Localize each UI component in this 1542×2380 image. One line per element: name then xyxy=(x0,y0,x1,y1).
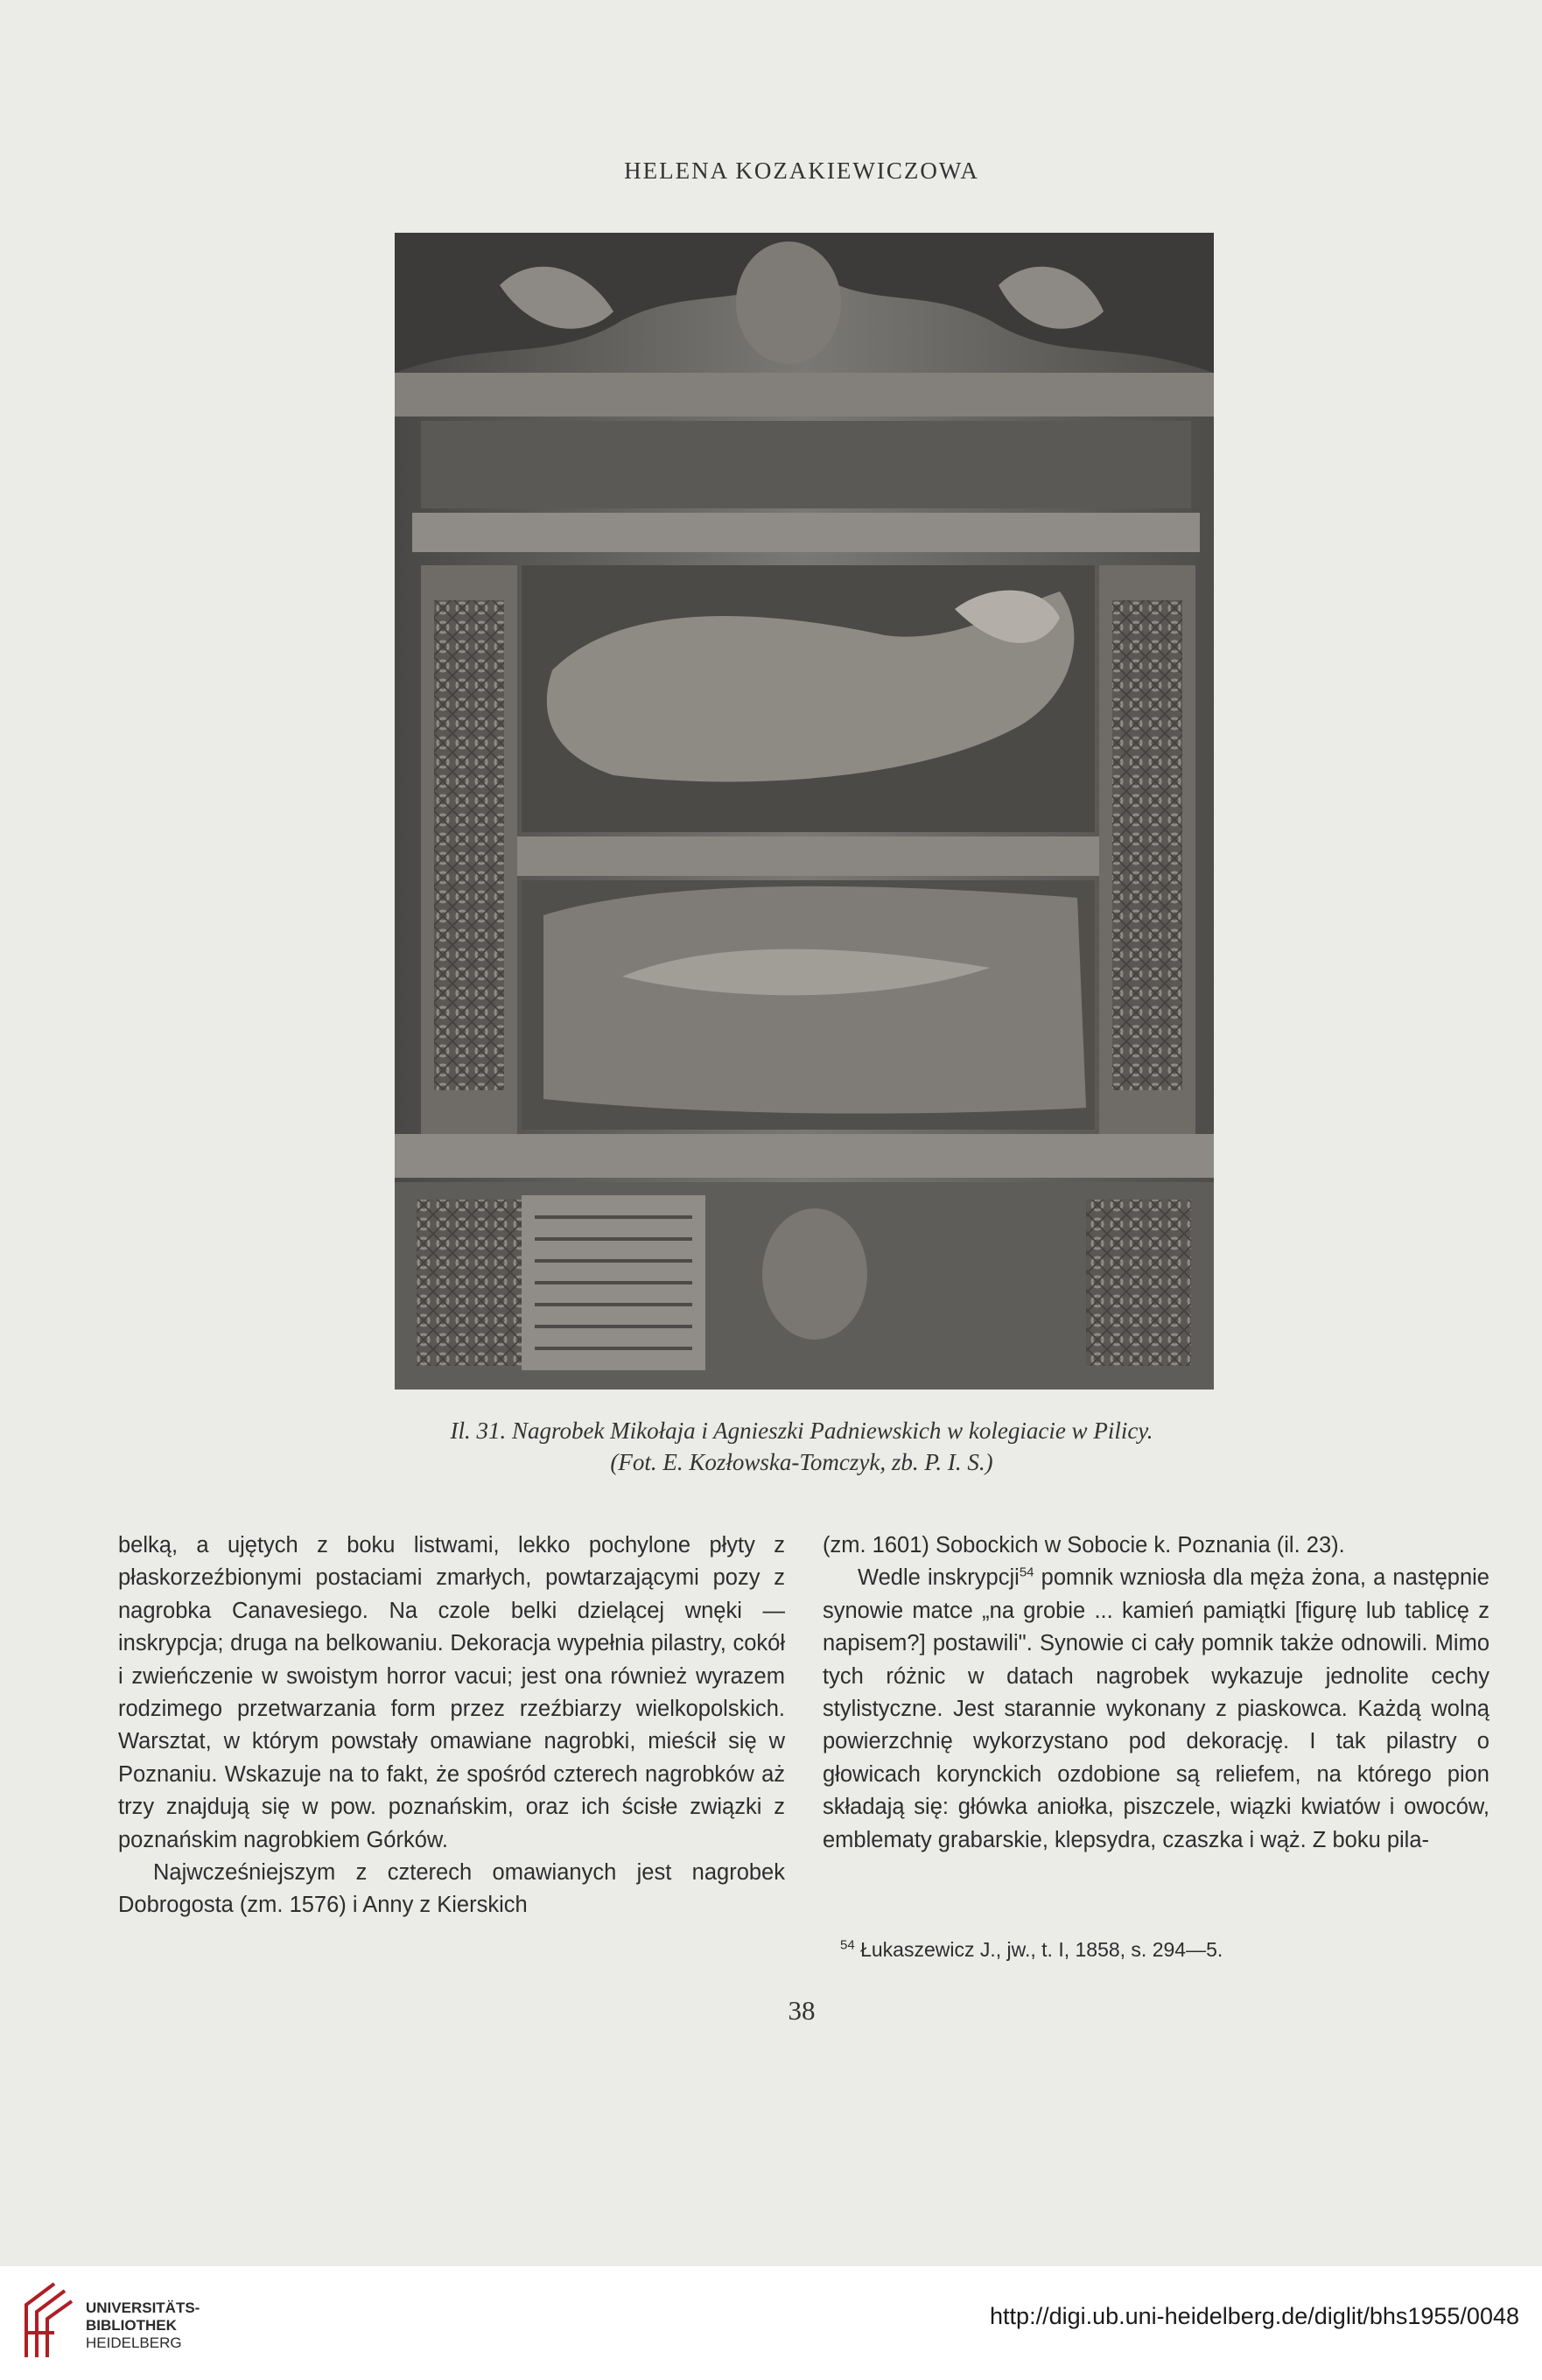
footnote-number: 54 xyxy=(840,1937,855,1953)
paragraph-text: pomnik wzniosła dla męża żona, a następnie synowie matce „na grobie ... kamień pamiątki [figurę lub tablicę z napisem?] postawili". Synowie ci cały pomnik także odnowili. Mimo tych różnic w datach nagrobek wykazuje jednolite cechy stylistyczne. Jest starannie wykonany z piaskowca. Każdą wolną powierzchnię wykorzystano pod dekorację. I tak pilastry o głowicach korynckich ozdobione są reliefem, na którego pion składają się: główka aniołka, piszczele, wiązki kwiatów i owoców, emblematy grabarskie, klepsydra, czaszka i wąż. Z boku pila- xyxy=(823,1565,1489,1852)
footnote-text: Łukaszewicz J., jw., t. I, 1858, s. 294—5. xyxy=(854,1938,1223,1961)
library-logo-icon xyxy=(19,2278,74,2362)
right-column xyxy=(823,1530,1489,1857)
page-number: 38 xyxy=(788,1995,816,2026)
figure-credit: (Fot. E. Kozłowska-Tomczyk, zb. P. I. S.) xyxy=(610,1449,993,1475)
paragraph: belką, a ujętych z boku listwami, lekko pochylone płyty z płaskorzeźbionymi postaciami zmarłych, powtarzającymi pozy z nagrobka Canavesiego. Na czole belki dzielącej wnęki — inskrypcja; druga na belkowaniu. Dekoracja wypełnia pilastry, cokół i zwieńczenie w swoistym horror vacui; jest ona również wyrazem rodzimego przetwarzania form przez rzeźbiarzy wielkopolskich. Warsztat, w którym powstały omawiane nagrobki, mieścił się w Poznaniu. Wskazuje na to fakt, że spośród czterech nagrobków aż trzy znajdują się w pow. poznańskim, oraz ich ścisłe związki z poznańskim nagrobkiem Górków. xyxy=(118,1533,785,1852)
footnote xyxy=(823,1938,1489,1962)
library-name-line: HEIDELBERG xyxy=(86,2334,182,2351)
paragraph xyxy=(823,1562,1489,1857)
tomb-photograph xyxy=(395,233,1214,1390)
library-name-line: BIBLIOTHEK xyxy=(86,2317,177,2334)
library-footer xyxy=(0,2266,1542,2380)
library-name-line: UNIVERSITÄTS- xyxy=(86,2300,200,2316)
figure-caption: Il. 31. Nagrobek Mikołaja i Agnieszki Padniewskich w kolegiacie w Pilicy. xyxy=(450,1418,1153,1444)
paragraph-text: Wedle inskrypcji xyxy=(858,1565,1020,1591)
source-url-link[interactable]: http://digi.ub.uni-heidelberg.de/diglit/bhs1955/0048 xyxy=(990,2303,1519,2329)
footnote-reference[interactable]: 54 xyxy=(1019,1564,1034,1580)
left-column xyxy=(118,1530,785,1922)
library-name xyxy=(86,2300,200,2352)
paragraph: Najwcześniejszym z czterech omawianych jest nagrobek Dobrogosta (zm. 1576) i Anny z Kierskich xyxy=(118,1860,785,1918)
paragraph: (zm. 1601) Sobockich w Sobocie k. Poznania (il. 23). xyxy=(823,1533,1345,1558)
running-head: HELENA KOZAKIEWICZOWA xyxy=(624,158,979,184)
